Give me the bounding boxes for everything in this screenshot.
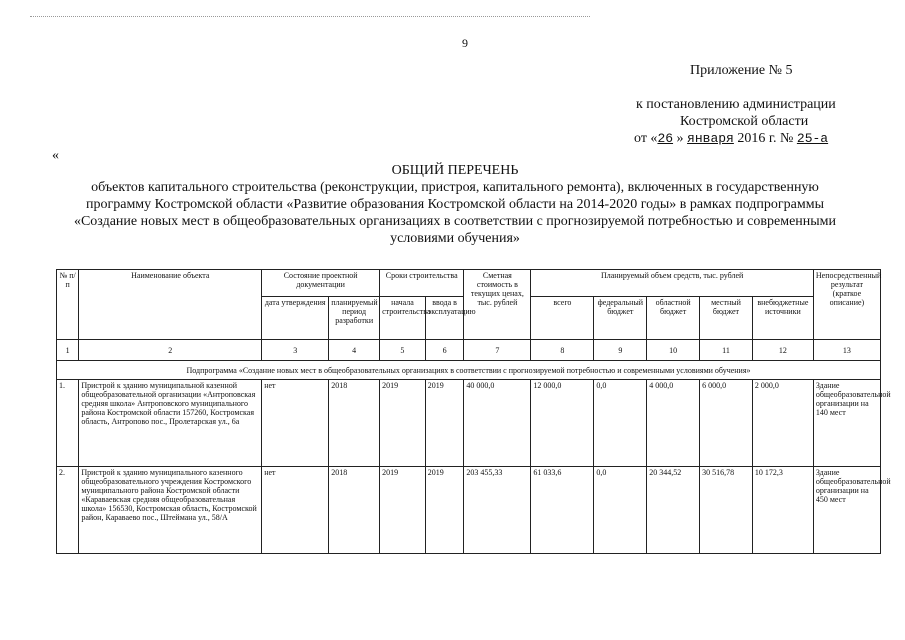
column-number: 13 — [813, 340, 880, 361]
resolution-date-line — [634, 131, 828, 147]
header-result: Непосредственный результат (краткое описание) — [813, 270, 880, 340]
title-heading: ОБЩИЙ ПЕРЕЧЕНЬ — [391, 163, 519, 178]
header-docs-approved: дата утверждения — [262, 297, 329, 340]
row-commission: 2019 — [425, 467, 464, 554]
resolution-line-2: Костромской области — [680, 114, 809, 129]
header-docs: Состояние проектной документации — [262, 270, 380, 297]
header-num: № п/п — [57, 270, 79, 340]
column-number: 12 — [752, 340, 813, 361]
header-terms-start: начала строительства — [380, 297, 426, 340]
row-local: 6 000,0 — [700, 380, 753, 467]
document-title — [60, 162, 850, 247]
opening-quote: « — [52, 148, 59, 163]
column-number: 8 — [531, 340, 594, 361]
header-funds-federal: федеральный бюджет — [594, 297, 647, 340]
row-docs-approved: нет — [262, 380, 329, 467]
row-start: 2019 — [380, 467, 426, 554]
column-number: 7 — [464, 340, 531, 361]
row-docs-approved: нет — [262, 467, 329, 554]
row-result: Здание общеобразовательной организации на 450 мест — [813, 467, 880, 554]
header-funds: Планируемый объем средств, тыс. рублей — [531, 270, 813, 297]
date-prefix: от « — [634, 131, 658, 146]
row-result: Здание общеобразовательной организации на 140 мест — [813, 380, 880, 467]
column-number: 4 — [329, 340, 380, 361]
row-num: 1. — [57, 380, 79, 467]
column-number: 5 — [380, 340, 426, 361]
table-row — [57, 380, 881, 467]
header-docs-planned: планируемый период разработки — [329, 297, 380, 340]
subprogram-row — [57, 361, 881, 380]
row-cost: 40 000,0 — [464, 380, 531, 467]
row-regional: 4 000,0 — [647, 380, 700, 467]
header-funds-other: внебюджетные источники — [752, 297, 813, 340]
header-cost: Сметная стоимость в текущих ценах, тыс. рублей — [464, 270, 531, 340]
header-row-1 — [57, 270, 881, 297]
column-number-row — [57, 340, 881, 361]
row-object-name: Пристрой к зданию муниципальной казенной общеобразовательной организации «Антроповская средняя школа» Антроповского муниципального района Костромской области 157260, Костромская область, Антропово пос., Пролетарская ул., 6а — [79, 380, 262, 467]
row-regional: 20 344,52 — [647, 467, 700, 554]
row-docs-planned: 2018 — [329, 380, 380, 467]
header-terms-commission: ввода в эксплуатацию — [425, 297, 464, 340]
scan-top-edge — [30, 16, 590, 17]
column-number: 3 — [262, 340, 329, 361]
row-num: 2. — [57, 467, 79, 554]
date-month: января — [687, 131, 734, 146]
column-number: 10 — [647, 340, 700, 361]
row-docs-planned: 2018 — [329, 467, 380, 554]
column-number: 1 — [57, 340, 79, 361]
table-row — [57, 467, 881, 554]
row-other: 10 172,3 — [752, 467, 813, 554]
row-commission: 2019 — [425, 380, 464, 467]
page-number: 9 — [462, 36, 468, 50]
header-funds-regional: областной бюджет — [647, 297, 700, 340]
column-number: 9 — [594, 340, 647, 361]
header-name: Наименование объекта — [79, 270, 262, 340]
date-year: 2016 г. № — [733, 131, 797, 146]
row-federal: 0,0 — [594, 380, 647, 467]
header-terms: Сроки строительства — [380, 270, 464, 297]
row-object-name: Пристрой к зданию муниципального казенного общеобразовательного учреждения Костромского муниципального района Костромской области «Караваевская средняя общеобразовательная школа» 156530, Костромская область, Костромской район, Караваево пос., Штеймана ул., 58/А — [79, 467, 262, 554]
column-number: 2 — [79, 340, 262, 361]
column-number: 6 — [425, 340, 464, 361]
row-local: 30 516,78 — [700, 467, 753, 554]
header-funds-total: всего — [531, 297, 594, 340]
annex-label: Приложение № 5 — [690, 63, 793, 78]
row-federal: 0,0 — [594, 467, 647, 554]
row-start: 2019 — [380, 380, 426, 467]
subprogram-title: Подпрограмма «Создание новых мест в общеобразовательных организациях в соответствии с прогнозируемой потребностью и современными условиями обучения» — [57, 361, 881, 380]
resolution-number: 25-а — [796, 131, 829, 146]
date-mid: » — [673, 131, 688, 146]
row-total: 12 000,0 — [531, 380, 594, 467]
row-total: 61 033,6 — [531, 467, 594, 554]
row-cost: 203 455,33 — [464, 467, 531, 554]
resolution-line-1: к постановлению администрации — [636, 97, 836, 112]
column-number: 11 — [700, 340, 753, 361]
date-day: 26 — [657, 131, 674, 146]
objects-table — [56, 269, 891, 554]
row-other: 2 000,0 — [752, 380, 813, 467]
title-body: объектов капитального строительства (реконструкции, пристроя, капитального ремонта), включенных в государственную программу Костромской области «Развитие образования Костромской области на 2014-2020 годы» в рамках подпрограммы «Создание новых мест в общеобразовательных организациях в соответствии с прогнозируемой потребностью и современными условиями обучения» — [73, 180, 837, 246]
header-funds-local: местный бюджет — [700, 297, 753, 340]
